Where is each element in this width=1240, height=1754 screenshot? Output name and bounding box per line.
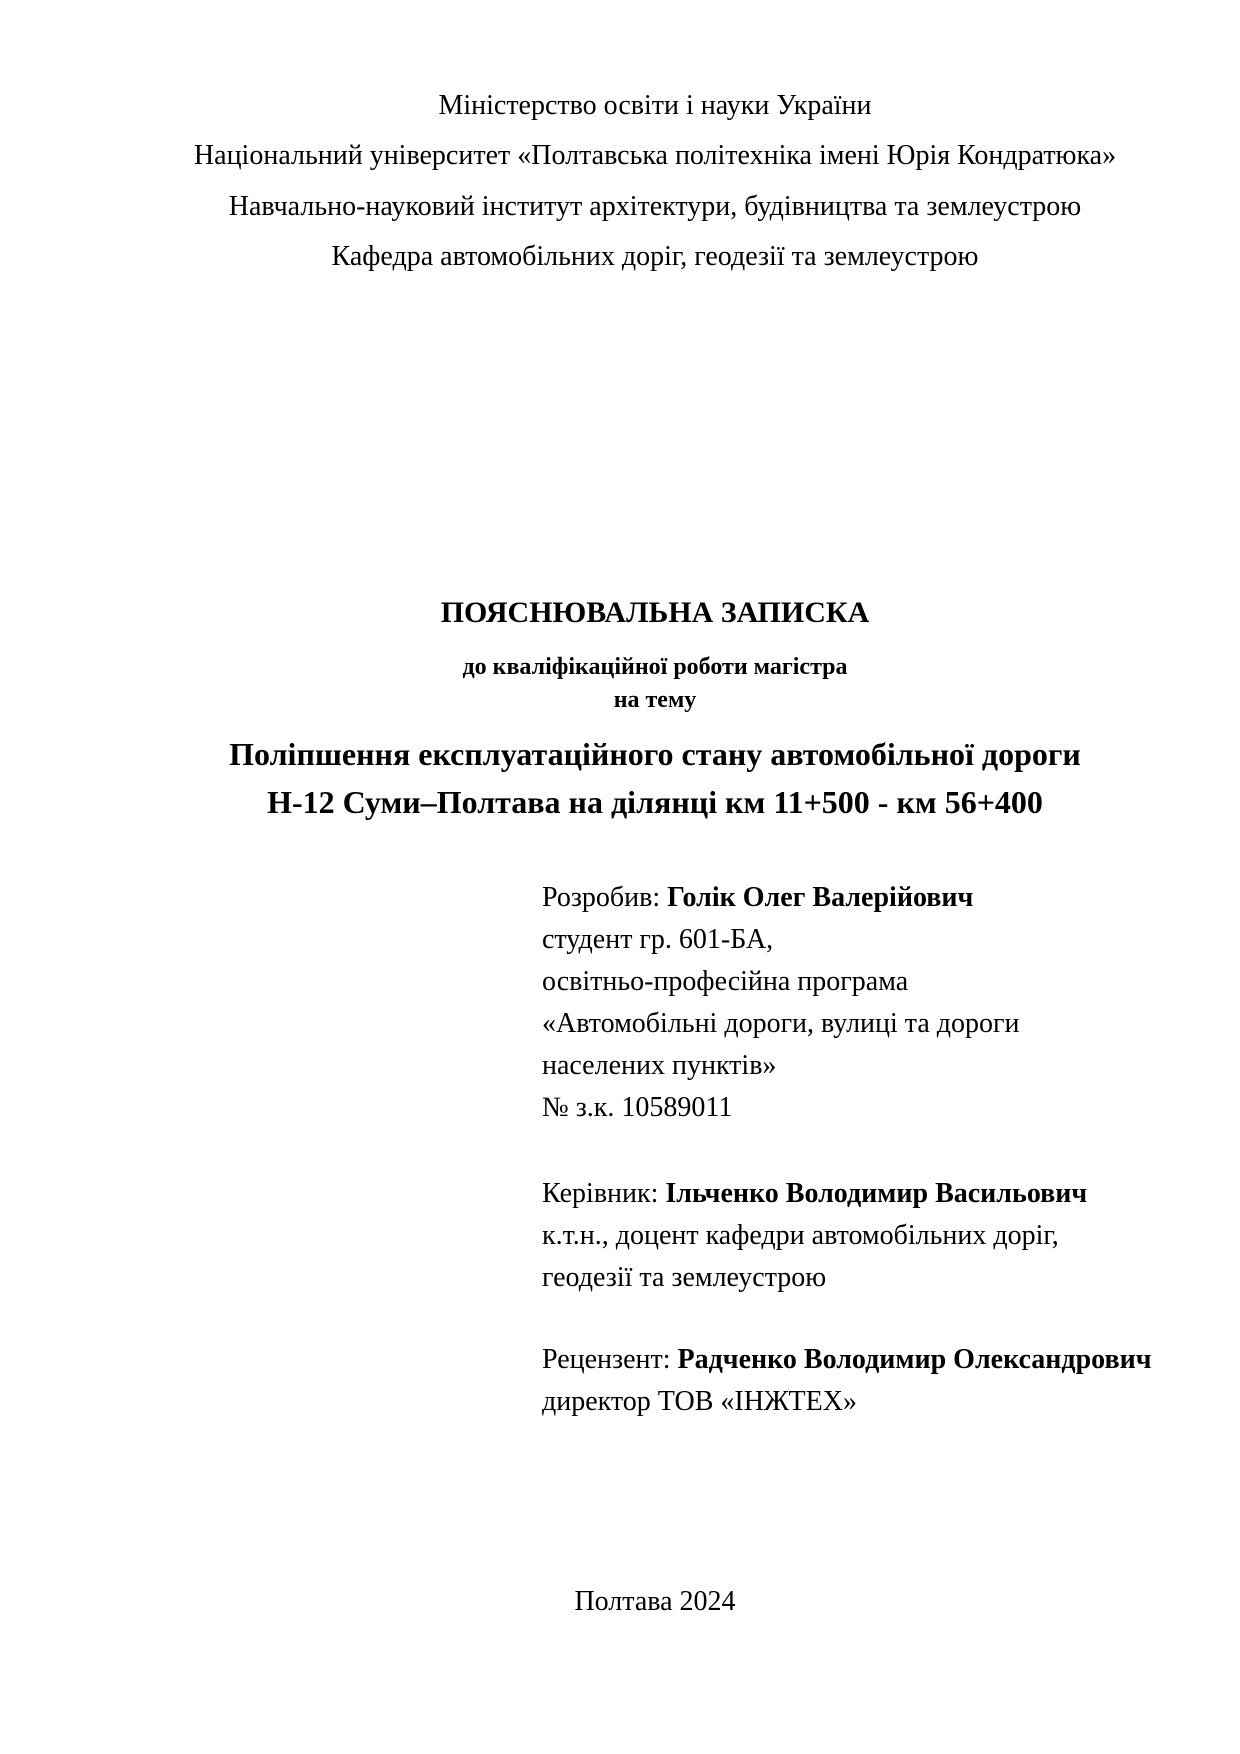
reviewer-name: Радченко Володимир Олександрович bbox=[677, 1344, 1152, 1375]
author-program-label: освітньо-професійна програма bbox=[542, 966, 909, 997]
document-subtitle: до кваліфікаційної роботи магістра bbox=[462, 654, 848, 680]
author-program-2: населених пунктів» bbox=[542, 1050, 777, 1081]
document-title: ПОЯСНЮВАЛЬНА ЗАПИСКА bbox=[440, 596, 870, 629]
supervisor-name: Ільченко Володимир Васильович bbox=[665, 1178, 1088, 1209]
supervisor-position-1: к.т.н., доцент кафедри автомобільних доріг, bbox=[542, 1220, 1059, 1251]
document-subtitle-theme: на тему bbox=[613, 687, 697, 713]
supervisor-position-2: геодезії та землеустрою bbox=[542, 1262, 827, 1293]
topic-line-1: Поліпшення експлуатаційного стану автомобільної дороги bbox=[229, 736, 1081, 772]
author-label: Розробив: bbox=[542, 882, 668, 913]
author-program-1: «Автомобільні дороги, вулиці та дороги bbox=[542, 1008, 1020, 1039]
author-group: студент гр. 601-БА, bbox=[542, 924, 774, 955]
author-name: Голік Олег Валерійович bbox=[667, 882, 974, 913]
reviewer-line bbox=[542, 1346, 1152, 1374]
university-name: Національний університет «Полтавська політехніка імені Юрія Кондратюка» bbox=[193, 140, 1117, 171]
author-record-book: № з.к. 10589011 bbox=[542, 1092, 733, 1123]
footer-city-year: Полтава 2024 bbox=[574, 1586, 736, 1617]
supervisor-line bbox=[542, 1180, 1087, 1208]
reviewer-label: Рецензент: bbox=[542, 1344, 678, 1375]
topic-line-2: Н-12 Суми–Полтава на ділянці км 11+500 - км 56+400 bbox=[267, 784, 1043, 820]
author-line bbox=[542, 884, 973, 912]
ministry-name: Міністерство освіти і науки України bbox=[438, 90, 872, 121]
supervisor-label: Керівник: bbox=[542, 1178, 666, 1209]
reviewer-position: директор ТОВ «ІНЖТЕХ» bbox=[542, 1386, 857, 1417]
department-name: Кафедра автомобільних доріг, геодезії та землеустрою bbox=[331, 241, 979, 272]
institute-name: Навчально-науковий інститут архітектури, будівництва та землеустрою bbox=[228, 191, 1082, 222]
